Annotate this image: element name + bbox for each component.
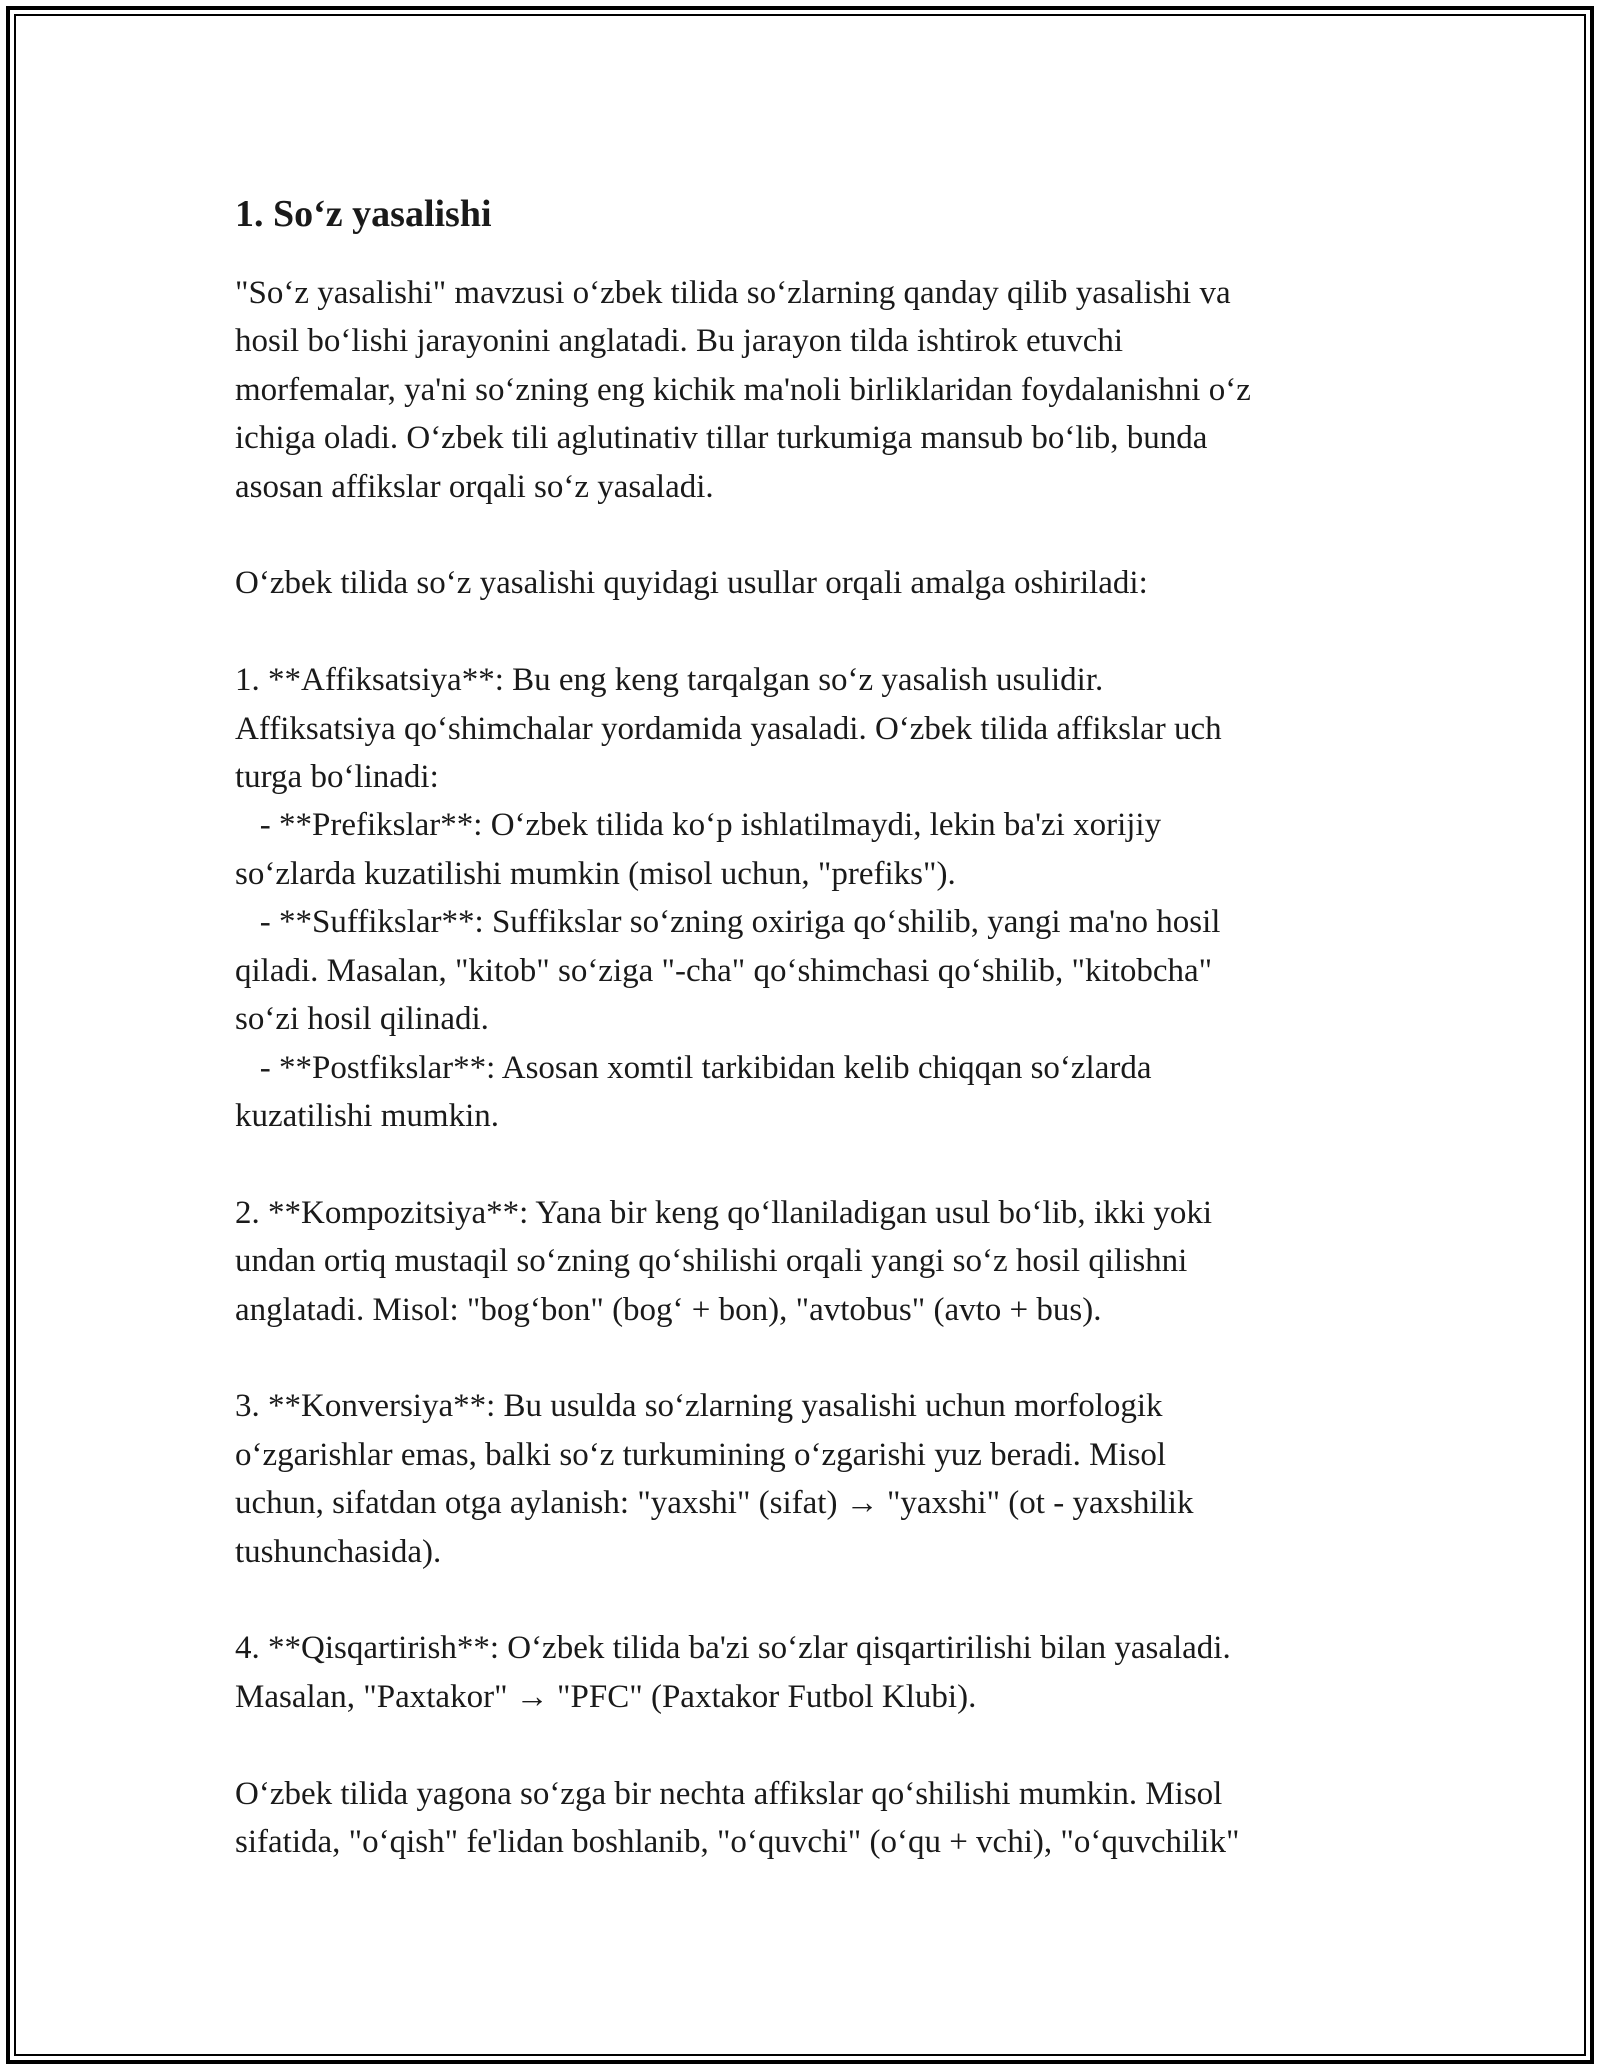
document-title: 1. So‘z yasalishi — [235, 193, 492, 235]
document-body: "So‘z yasalishi" mavzusi o‘zbek tilida so‘zlarning qanday qilib yasalishi va hosil bo‘lishi jarayonini anglatadi. Bu jarayon tilda ishtirok etuvchi morfemalar, ya'ni so‘zning eng kichik ma'noli birliklaridan foydalanishni o‘z ichiga oladi. O‘zbek tili aglutinativ tillar turkumiga mansub bo‘lib, bunda asosan affikslar orqali so‘z yasaladi. O‘zbek tilida so‘z yasalishi quyidagi usullar orqali amalga oshiriladi: 1. **Affiksatsiya**: Bu eng keng tarqalgan so‘z yasalish usulidir. Affiksatsiya qo‘shimchalar yordamida yasaladi. O‘zbek tilida affikslar uch turga bo‘linadi: - **Prefikslar**: O‘zbek tilida ko‘p ishlatilmaydi, lekin ba'zi xorijiy so‘zlarda kuzatilishi mumkin (misol uchun, "prefiks"). - **Suffikslar**: Suffikslar so‘zning oxiriga qo‘shilib, yangi ma'no hosil qiladi. Masalan, "kitob" so‘ziga "-cha" qo‘shimchasi qo‘shilib, "kitobcha" so‘zi hosil qilinadi. - **Postfikslar**: Asosan xomtil tarkibidan kelib chiqqan so‘zlarda kuzatilishi mumkin. 2. **Kompozitsiya**: Yana bir keng qo‘llaniladigan usul bo‘lib, ikki yoki undan ortiq mustaqil so‘zning qo‘shilishi orqali yangi so‘z hosil qilishni anglatadi. Misol: "bog‘bon" (bog‘ + bon), "avtobus" (avto + bus). 3. **Konversiya**: Bu usulda so‘zlarning yasalishi uchun morfologik o‘zgarishlar emas, balki so‘z turkumining o‘zgarishi yuz beradi. Misol uchun, sifatdan otga aylanish: "yaxshi" (sifat) → "yaxshi" (ot - yaxshilik tushunchasida). 4. **Qisqartirish**: O‘zbek tilida ba'zi so‘zlar qisqartirilishi bilan yasaladi. Masalan, "Paxtakor" → "PFC" (Paxtakor Futbol Klubi). O‘zbek tilida yagona so‘zga bir nechta affikslar qo‘shilishi mumkin. Misol sifatida, "o‘qish" fe'lidan boshlanib, "o‘quvchi" (o‘qu + vchi), "o‘quvchilik" — [235, 275, 1251, 1860]
document-content — [235, 185, 1375, 1866]
